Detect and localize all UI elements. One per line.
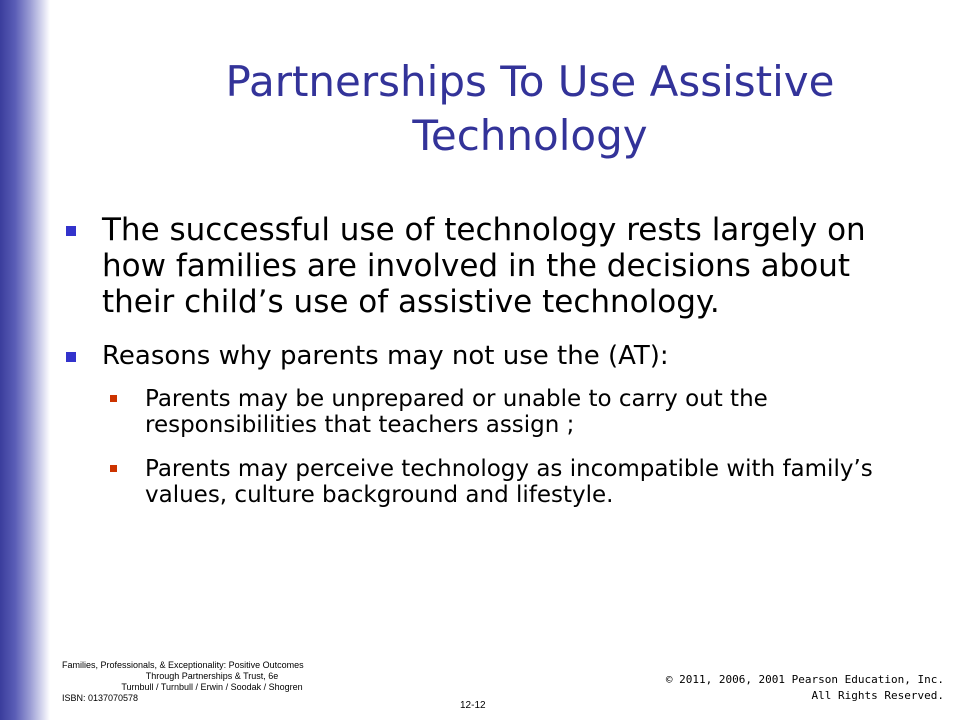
sub-bullet-text-1: Parents may be unprepared or unable to carry out the responsibilities that teachers assign ; xyxy=(145,386,768,438)
slide-title-line-2: Technology xyxy=(412,111,648,160)
slide-title-line-1: Partnerships To Use Assistive xyxy=(225,57,835,106)
bullet-item-1 xyxy=(66,212,896,320)
copyright-line-2: All Rights Reserved. xyxy=(811,689,944,702)
small-square-bullet-icon xyxy=(110,465,117,472)
left-decorative-bar xyxy=(0,0,50,720)
book-authors: Turnbull / Turnbull / Erwin / Soodak / Shogren xyxy=(121,682,303,692)
book-title-line-2: Through Partnerships & Trust, 6e xyxy=(145,671,279,681)
square-bullet-icon xyxy=(66,352,76,362)
bullet-list xyxy=(66,212,896,526)
sub-bullet-item-2 xyxy=(110,456,896,508)
book-title-line-1: Families, Professionals, & Exceptionality: Positive Outcomes xyxy=(62,660,304,670)
small-square-bullet-icon xyxy=(110,395,117,402)
copyright-notice xyxy=(666,672,944,704)
book-citation xyxy=(62,660,362,704)
slide-title xyxy=(150,55,910,163)
book-isbn: ISBN: 0137070578 xyxy=(62,693,139,703)
bullet-text-2: Reasons why parents may not use the (AT): xyxy=(102,341,669,371)
bullet-text-1: The successful use of technology rests largely on how families are involved in the decisions about their child’s use of assistive technology. xyxy=(102,212,866,320)
sub-bullet-item-1 xyxy=(110,386,896,438)
bullet-item-2 xyxy=(66,340,896,372)
copyright-line-1: © 2011, 2006, 2001 Pearson Education, Inc. xyxy=(665,673,944,686)
sub-bullet-text-2: Parents may perceive technology as incompatible with family’s values, culture background and lifestyle. xyxy=(145,456,873,508)
page-number: 12-12 xyxy=(460,700,486,711)
square-bullet-icon xyxy=(66,226,76,236)
